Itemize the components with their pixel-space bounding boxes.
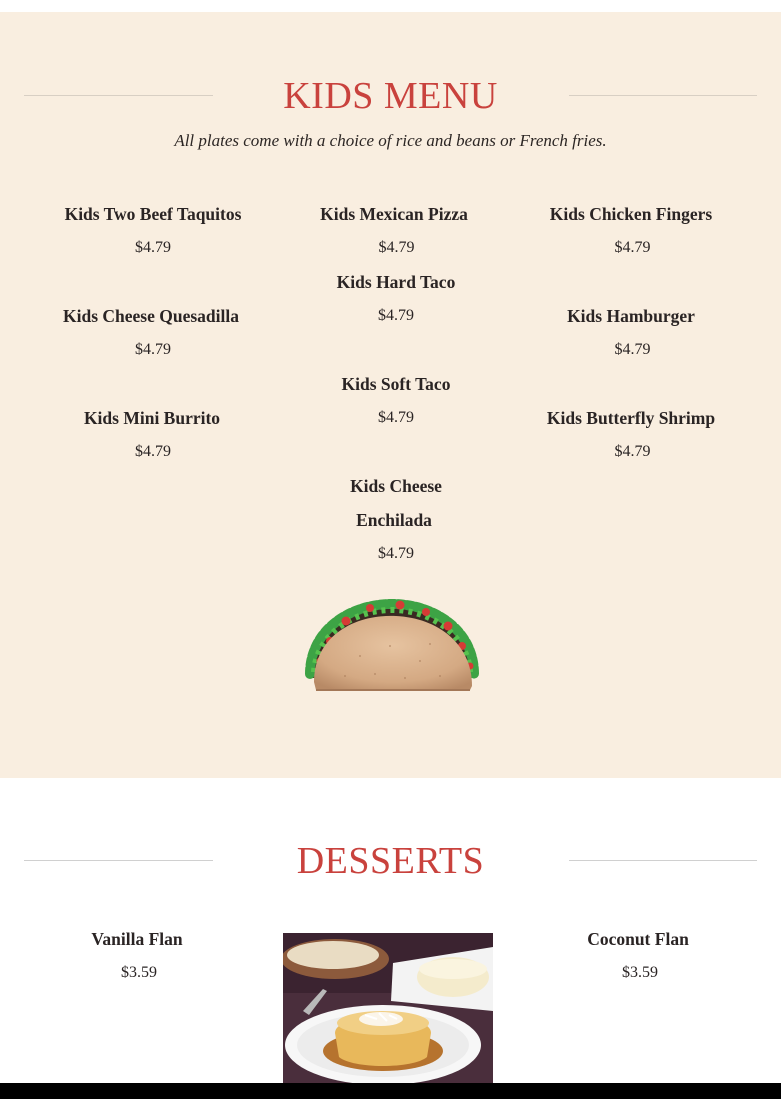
menu-item	[17, 922, 257, 990]
menu-item-price: $4.79	[135, 239, 171, 256]
kids-menu-title: KIDS MENU	[283, 75, 498, 117]
menu-item-price: $4.79	[135, 341, 171, 358]
menu-item-name: Vanilla Flan	[91, 929, 183, 949]
menu-item-name: Kids Mini Burrito	[83, 408, 221, 428]
taco-image	[300, 586, 484, 696]
menu-item-name-line2: Enchilada	[356, 510, 432, 530]
menu-item-name: Kids Chicken Fingers	[549, 204, 713, 224]
menu-item	[32, 401, 272, 469]
divider-line-right	[569, 95, 757, 96]
menu-item	[511, 197, 751, 265]
menu-item	[276, 469, 516, 571]
menu-item	[274, 197, 514, 265]
kids-menu-heading	[0, 71, 781, 121]
menu-item-name: Kids Two Beef Taquitos	[64, 204, 242, 224]
menu-item-name: Kids Soft Taco	[341, 374, 451, 394]
menu-item-name: Kids Mexican Pizza	[320, 204, 468, 224]
divider-line-right	[569, 860, 757, 861]
menu-item-name: Kids Hard Taco	[336, 272, 456, 292]
menu-item-price: $4.79	[378, 307, 414, 324]
menu-item-name: Kids Butterfly Shrimp	[546, 408, 716, 428]
desserts-title: DESSERTS	[296, 840, 485, 882]
kids-menu-subtitle: All plates come with a choice of rice and beans or French fries.	[174, 131, 607, 150]
menu-item-name-line1: Kids Cheese	[350, 476, 442, 496]
menu-item-name: Coconut Flan	[587, 929, 689, 949]
menu-item	[31, 299, 271, 367]
menu-item	[33, 197, 273, 265]
menu-item-name: Kids Cheese Quesadilla	[63, 306, 239, 326]
menu-item-price: $4.79	[135, 443, 171, 460]
menu-item-price: $3.59	[622, 964, 658, 981]
menu-item-price: $4.79	[614, 341, 651, 358]
menu-item	[518, 922, 758, 990]
menu-item-name: Kids Hamburger	[567, 306, 695, 326]
menu-item-price: $4.79	[378, 545, 414, 562]
menu-item	[511, 401, 751, 469]
menu-item-price: $4.79	[614, 443, 651, 460]
menu-item	[276, 367, 516, 435]
menu-item-price: $4.79	[614, 239, 651, 256]
desserts-heading	[0, 836, 781, 886]
menu-item-price: $3.59	[121, 964, 157, 981]
menu-item-price: $4.79	[378, 409, 414, 426]
menu-item	[276, 265, 516, 333]
menu-item-price: $4.79	[378, 239, 415, 256]
bottom-bar	[0, 1083, 781, 1099]
flan-photo	[283, 933, 493, 1083]
menu-item	[511, 299, 751, 367]
